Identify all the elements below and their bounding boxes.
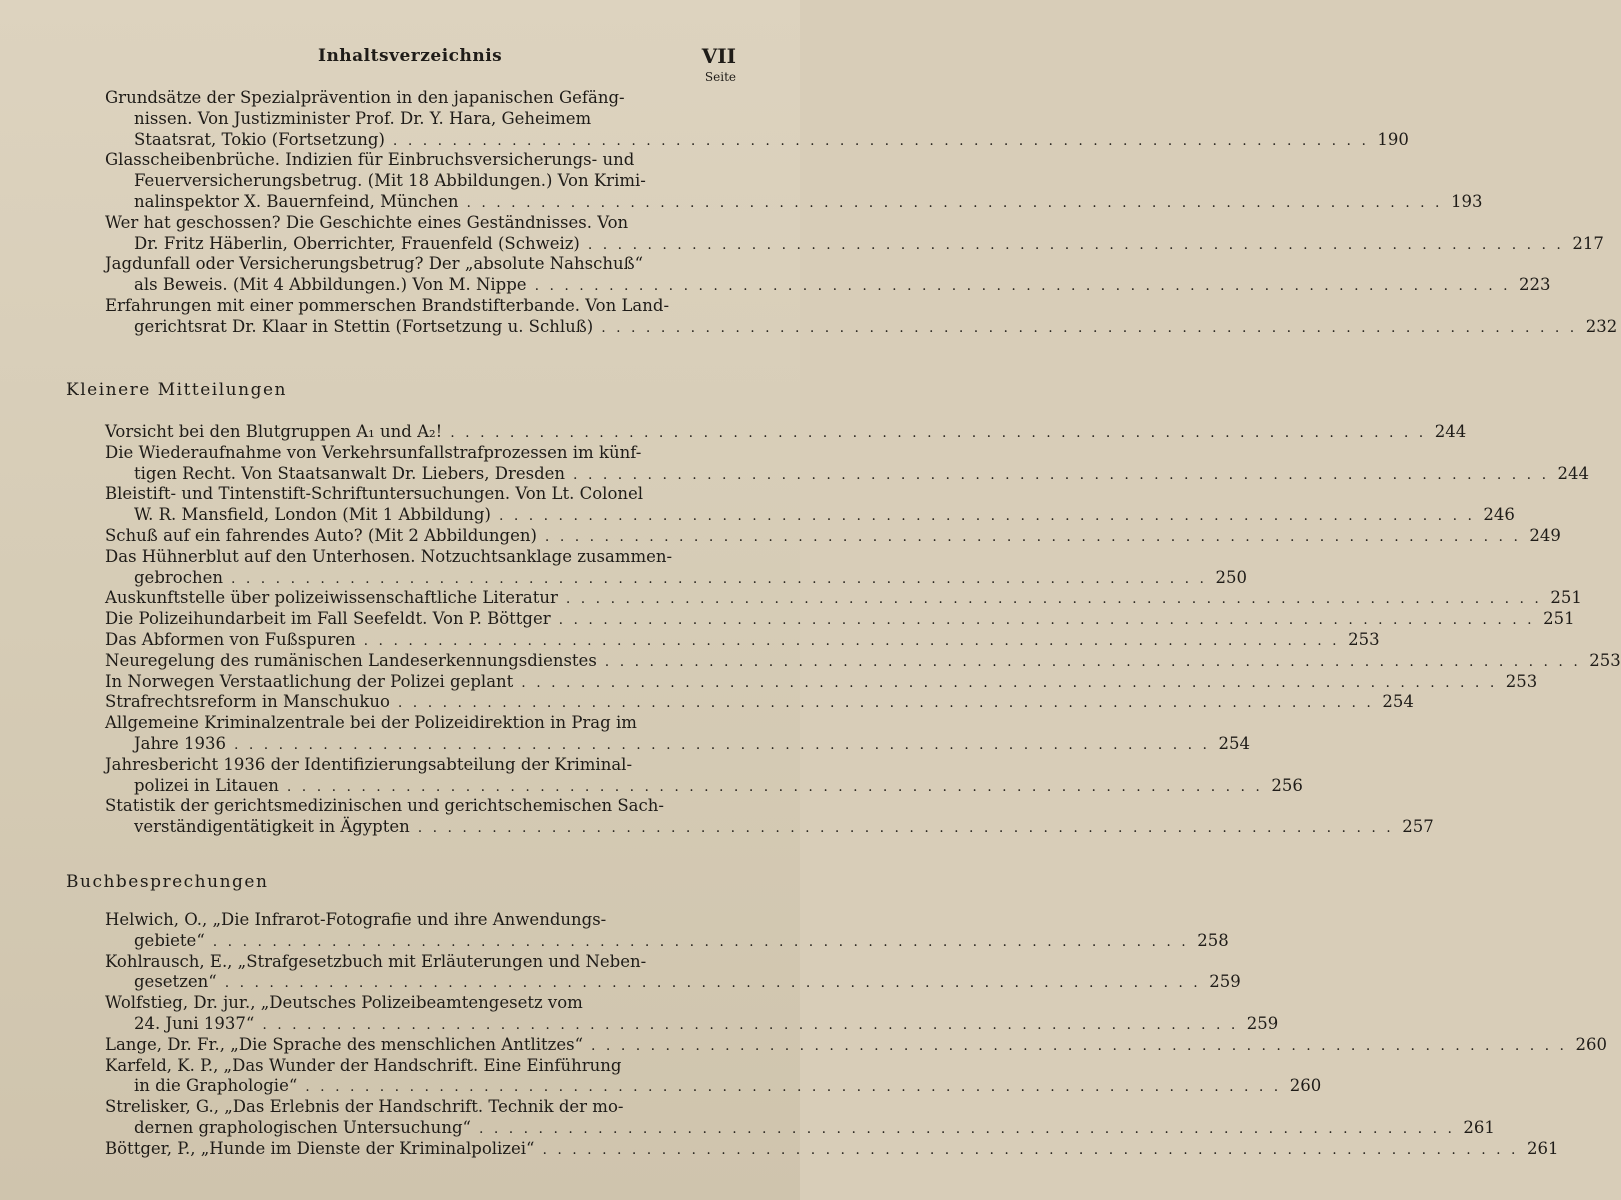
section-heading-buchbesprechungen: Buchbesprechungen <box>66 872 269 892</box>
toc-entry-line <box>0 233 1604 255</box>
toc-entry-text: Auskunftstelle über polizeiwissenschaftliche Literatur <box>105 588 558 608</box>
toc-entry-text: Neuregelung des rumänischen Landeserkennungsdienstes <box>105 650 597 670</box>
toc-entry-line <box>0 1117 1495 1139</box>
toc-entry-page: 261 <box>1526 1138 1559 1158</box>
toc-entry-page: 256 <box>1271 775 1303 795</box>
toc-entry <box>0 629 1380 651</box>
leader-dots <box>231 569 1207 590</box>
toc-entry-line <box>0 629 1380 651</box>
leader-dots <box>588 235 1564 256</box>
toc-entry-text: dernen graphologischen Untersuchung“ <box>134 1117 471 1137</box>
toc-entry <box>0 422 1467 443</box>
toc-entry-line <box>0 443 800 464</box>
toc-entry-text: Allgemeine Kriminalzentrale bei der Polizeidirektion in Prag im <box>105 713 637 733</box>
leader-dots <box>398 693 1374 714</box>
toc-entry-line <box>0 275 1551 296</box>
toc-entry-text: Schuß auf ein fahrendes Auto? (Mit 2 Abbildungen) <box>105 525 537 545</box>
toc-entry-line <box>0 930 1229 952</box>
toc-entry-page: 253 <box>1589 650 1621 670</box>
toc-entry <box>0 951 1241 994</box>
leader-dots <box>521 673 1497 694</box>
toc-entry-text: Feuerversicherungsbetrug. (Mit 18 Abbildungen.) Von Krimi- <box>134 171 646 191</box>
toc-entry-line <box>0 129 1409 151</box>
running-head <box>0 46 800 70</box>
leader-dots <box>466 193 1442 214</box>
toc-entry-text: Das Hühnerblut auf den Unterhosen. Notzuchtsanklage zusammen- <box>105 546 673 566</box>
toc-entry-line <box>0 796 800 817</box>
toc-entry-line <box>0 150 800 171</box>
toc-entry-page: 250 <box>1215 567 1247 587</box>
toc-entry <box>0 754 1303 797</box>
toc-entry-line <box>0 213 800 234</box>
toc-entry-line <box>0 910 800 931</box>
toc-entry <box>0 1097 1495 1139</box>
toc-entry-text: Böttger, P., „Hunde im Dienste der Kriminalpolizei“ <box>105 1138 535 1158</box>
leader-dots <box>545 527 1521 548</box>
toc-entry <box>0 150 1483 212</box>
toc-entry-page: 193 <box>1450 191 1483 211</box>
toc-entry <box>0 609 1575 630</box>
toc-entry <box>0 1138 1559 1160</box>
toc-entry-line <box>0 316 1618 338</box>
toc-entry-line <box>0 254 800 275</box>
toc-entry <box>0 254 1551 296</box>
toc-entry-line <box>0 755 800 776</box>
toc-entry-line <box>0 692 1414 713</box>
leader-dots <box>393 131 1369 152</box>
toc-entry-line <box>0 817 1434 838</box>
toc-entry-text: Wolfstieg, Dr. jur., „Deutsches Polizeibeamtengesetz vom <box>105 993 583 1013</box>
leader-dots <box>305 1077 1281 1098</box>
toc-entry-line <box>0 525 1561 547</box>
toc-entry <box>0 442 1590 485</box>
leader-dots <box>450 423 1426 444</box>
leader-dots <box>225 973 1201 994</box>
toc-entry-line <box>0 1013 1279 1035</box>
toc-entry-page: 259 <box>1209 972 1241 992</box>
toc-entry <box>0 993 1279 1035</box>
leader-dots <box>535 276 1511 297</box>
toc-entry <box>0 484 1515 526</box>
toc-entry-page: 258 <box>1197 930 1229 950</box>
toc-entry-page: 217 <box>1572 233 1604 253</box>
toc-entry-text: Karfeld, K. P., „Das Wunder der Handschrift. Eine Einführung <box>105 1055 622 1075</box>
leader-dots <box>605 652 1581 673</box>
toc-entry-line <box>0 609 1575 630</box>
toc-entry-page: 254 <box>1218 733 1250 753</box>
toc-entry-line <box>0 505 1515 526</box>
leader-dots <box>566 589 1542 610</box>
toc-entry-line <box>0 296 800 317</box>
section-heading-kleinere-mitteilungen: Kleinere Mitteilungen <box>66 380 287 400</box>
leader-dots <box>234 735 1210 756</box>
toc-entry-line <box>0 1034 1607 1056</box>
toc-entry <box>0 88 1409 150</box>
leader-dots <box>418 818 1394 839</box>
leader-dots <box>213 932 1189 953</box>
toc-entry-text: Grundsätze der Spezialprävention in den japanischen Gefäng- <box>105 88 625 107</box>
toc-entry-text: nissen. Von Justizminister Prof. Dr. Y. Hara, Geheimem <box>134 108 592 128</box>
toc-entry-page: 260 <box>1289 1076 1322 1096</box>
leader-dots <box>479 1119 1455 1140</box>
toc-entry-line <box>0 972 1241 993</box>
toc-entry-page: 244 <box>1434 422 1467 441</box>
toc-entry-text: gebrochen <box>134 567 223 587</box>
toc-entry-text: 24. Juni 1937“ <box>134 1013 255 1033</box>
toc-entry-line <box>0 171 800 192</box>
toc-entry-text: Glasscheibenbrüche. Indizien für Einbruchsversicherungs- und <box>105 150 635 170</box>
toc-entry-line <box>0 1056 800 1077</box>
toc-entry-text: Das Abformen von Fußspuren <box>105 629 356 649</box>
toc-entry-text: nalinspektor X. Bauernfeind, München <box>134 191 459 211</box>
toc-entry <box>0 546 1247 589</box>
toc-entry-page: 232 <box>1585 316 1618 336</box>
leader-dots <box>262 1015 1238 1036</box>
page-number-roman: VII <box>701 44 736 68</box>
toc-entry-text: Die Wiederaufnahme von Verkehrsunfallstrafprozessen im künf- <box>105 442 642 462</box>
toc-entry-page: 244 <box>1557 463 1590 483</box>
toc-entry-page: 261 <box>1463 1117 1495 1137</box>
leader-dots <box>573 465 1549 486</box>
toc-entry <box>0 650 1621 672</box>
toc-entry <box>0 295 1618 338</box>
toc-entry-text: Dr. Fritz Häberlin, Oberrichter, Frauenfeld (Schweiz) <box>134 233 580 253</box>
toc-entry-page: 260 <box>1575 1034 1607 1054</box>
toc-entry <box>0 588 1582 609</box>
toc-entry-text: Helwich, O., „Die Infrarot-Fotografie und ihre Anwendungs- <box>105 910 607 929</box>
toc-entry-line <box>0 109 800 130</box>
toc-entry-line <box>0 191 1483 213</box>
toc-entry-line <box>0 484 800 505</box>
leader-dots <box>364 631 1340 652</box>
toc-entry-text: tigen Recht. Von Staatsanwalt Dr. Liebers, Dresden <box>134 463 566 483</box>
toc-entry-line <box>0 952 800 973</box>
toc-entry-page: 249 <box>1529 525 1561 545</box>
seite-label: Seite <box>704 70 736 84</box>
toc-entry-page: 251 <box>1543 609 1575 629</box>
toc-entry-line <box>0 567 1247 589</box>
toc-entry <box>0 713 1250 755</box>
toc-entry-text: In Norwegen Verstaatlichung der Polizei geplant <box>105 671 514 691</box>
toc-entry-text: als Beweis. (Mit 4 Abbildungen.) Von M. Nippe <box>134 275 527 295</box>
toc-entry-line <box>0 88 800 109</box>
toc-entry <box>0 910 1229 952</box>
toc-entry-line <box>0 733 1250 755</box>
leader-dots <box>591 1036 1567 1057</box>
toc-entry-text: Staatsrat, Tokio (Fortsetzung) <box>134 129 385 149</box>
toc-entry-page: 257 <box>1402 817 1434 837</box>
toc-entry-text: Jagdunfall oder Versicherungsbetrug? Der „absolute Nahschuß“ <box>105 254 644 274</box>
toc-entry-text: Die Polizeihundarbeit im Fall Seefeldt. Von P. Böttger <box>105 609 551 629</box>
toc-entry-line <box>0 547 800 568</box>
leader-dots <box>542 1140 1518 1161</box>
toc-entry-line <box>0 775 1303 797</box>
toc-entry-text: W. R. Mansfield, London (Mit 1 Abbildung) <box>134 505 491 525</box>
toc-entry-page: 253 <box>1348 629 1380 649</box>
toc-entry-line <box>0 422 1467 443</box>
toc-entry <box>0 796 1434 838</box>
toc-entry-text: Bleistift- und Tintenstift-Schriftuntersuchungen. Von Lt. Colonel <box>105 484 644 504</box>
toc-entry-page: 259 <box>1246 1013 1279 1033</box>
toc-entry-line <box>0 463 1590 485</box>
toc-entry-text: Erfahrungen mit einer pommerschen Brandstifterbande. Von Land- <box>105 295 670 315</box>
toc-entry <box>0 1055 1322 1098</box>
toc-entry-text: gebiete“ <box>134 930 205 950</box>
toc-entry <box>0 525 1561 547</box>
toc-block-kleinere-mitteilungen <box>0 422 1621 838</box>
toc-entry-text: Lange, Dr. Fr., „Die Sprache des menschlichen Antlitzes“ <box>105 1034 584 1054</box>
toc-entry-text: verständigentätigkeit in Ägypten <box>134 817 410 837</box>
running-head-title: Inhaltsverzeichnis <box>318 46 503 66</box>
toc-entry-line <box>0 588 1582 609</box>
toc-entry-text: gesetzen“ <box>134 972 217 992</box>
toc-entry-line <box>0 650 1621 672</box>
toc-entry-line <box>0 1097 800 1118</box>
toc-entry-line <box>0 1076 1322 1097</box>
toc-entry-text: Strafrechtsreform in Manschukuo <box>105 692 390 712</box>
toc-entry-text: in die Graphologie“ <box>134 1076 298 1096</box>
toc-entry-text: gerichtsrat Dr. Klaar in Stettin (Fortsetzung u. Schluß) <box>134 316 594 336</box>
toc-block-buchbesprechungen <box>0 910 1607 1160</box>
toc-entry <box>0 671 1538 693</box>
toc-entry-line <box>0 1138 1559 1160</box>
toc-entry-text: Wer hat geschossen? Die Geschichte eines Geständnisses. Von <box>105 212 629 232</box>
leader-dots <box>559 610 1535 631</box>
toc-entry-page: 246 <box>1483 505 1515 525</box>
toc-entry-text: Vorsicht bei den Blutgruppen A₁ und A₂! <box>105 422 443 441</box>
leader-dots <box>601 318 1577 339</box>
toc-entry-page: 254 <box>1382 692 1414 712</box>
toc-entry-text: polizei in Litauen <box>134 775 279 795</box>
toc-entry-text: Jahresbericht 1936 der Identifizierungsabteilung der Kriminal- <box>105 754 633 774</box>
toc-block-articles <box>0 88 1618 338</box>
toc-entry <box>0 692 1414 713</box>
toc-entry-text: Statistik der gerichtsmedizinischen und gerichtschemischen Sach- <box>105 796 664 816</box>
toc-entry-line <box>0 713 800 734</box>
toc-entry-page: 223 <box>1519 275 1551 295</box>
leader-dots <box>287 777 1263 798</box>
toc-entry-text: Kohlrausch, E., „Strafgesetzbuch mit Erläuterungen und Neben- <box>105 951 647 971</box>
toc-entry-page: 251 <box>1550 588 1582 608</box>
leader-dots <box>499 506 1475 527</box>
toc-entry-line <box>0 993 800 1014</box>
toc-entry-text: Jahre 1936 <box>134 733 226 753</box>
toc-entry-page: 253 <box>1505 671 1538 691</box>
toc-entry-text: Strelisker, G., „Das Erlebnis der Handschrift. Technik der mo- <box>105 1097 624 1117</box>
toc-entry-page: 190 <box>1377 129 1409 149</box>
toc-entry <box>0 1034 1607 1056</box>
toc-entry <box>0 212 1604 255</box>
toc-entry-line <box>0 671 1538 693</box>
